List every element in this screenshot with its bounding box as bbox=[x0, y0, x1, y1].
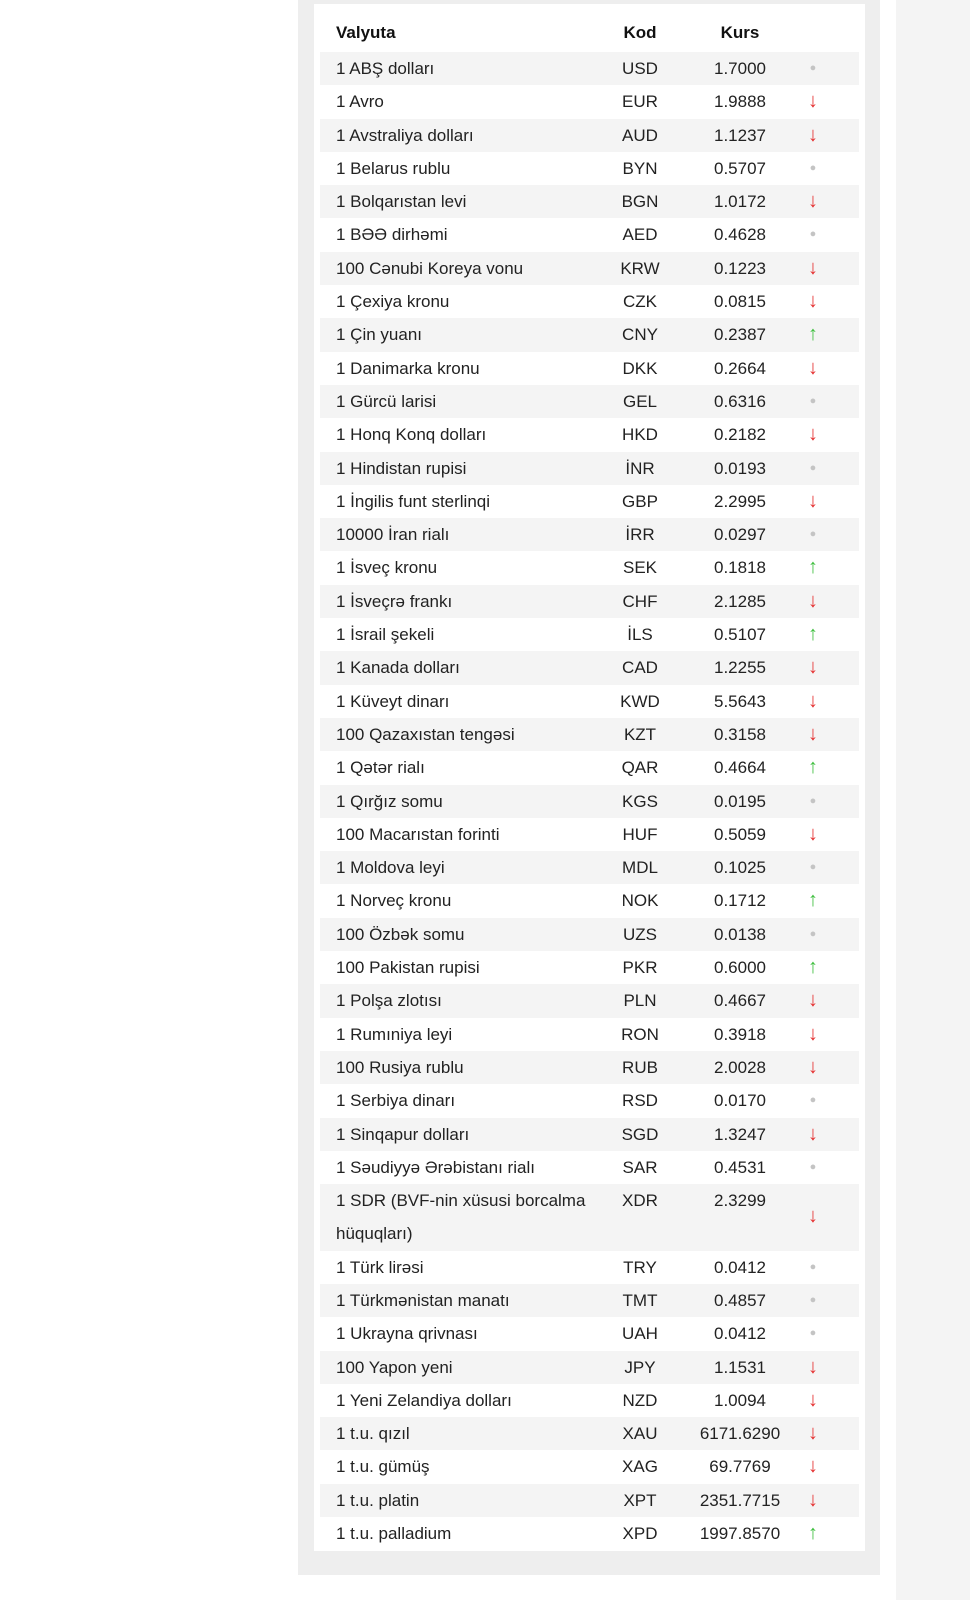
currency-code: HUF bbox=[622, 824, 658, 844]
arrow-up-icon: ↑ bbox=[808, 756, 818, 779]
currency-name: 100 Pakistan rupisi bbox=[336, 958, 480, 978]
table-row bbox=[320, 651, 859, 684]
exchange-rate: 1.7000 bbox=[714, 59, 766, 78]
dot-icon: ● bbox=[809, 461, 817, 474]
currency-name: 1 Serbiya dinarı bbox=[336, 1091, 456, 1111]
exchange-rate: 0.6000 bbox=[714, 958, 766, 978]
exchange-rate: 2.3299 bbox=[714, 1191, 766, 1211]
arrow-down-icon: ↓ bbox=[808, 1488, 818, 1511]
exchange-rate: 0.4664 bbox=[714, 758, 766, 778]
arrow-up-icon: ↑ bbox=[808, 556, 818, 579]
exchange-rate: 0.3918 bbox=[714, 1024, 766, 1044]
arrow-up-icon: ↑ bbox=[808, 1522, 818, 1545]
currency-code: MDL bbox=[622, 858, 658, 878]
currency-name: 1 Səudiyyə Ərəbistanı rialı bbox=[336, 1157, 535, 1177]
currency-code: İRR bbox=[625, 525, 655, 545]
exchange-rate: 0.0195 bbox=[714, 791, 766, 811]
currency-code: HKD bbox=[622, 425, 658, 445]
exchange-rate: 0.4531 bbox=[714, 1157, 766, 1177]
exchange-rate: 0.5707 bbox=[714, 158, 766, 178]
dot-icon: ● bbox=[809, 1327, 817, 1340]
table-row bbox=[320, 218, 859, 251]
currency-code: CNY bbox=[622, 325, 658, 345]
currency-code: GBP bbox=[622, 491, 658, 511]
table-row bbox=[320, 452, 859, 485]
currency-name: 1 Norveç kronu bbox=[336, 891, 452, 911]
currency-code: XPD bbox=[622, 1524, 658, 1544]
currency-code: KWD bbox=[620, 691, 660, 711]
arrow-down-icon: ↓ bbox=[808, 1055, 818, 1078]
header-rate: Kurs bbox=[720, 23, 760, 42]
exchange-rates-card bbox=[314, 4, 865, 1551]
currency-name: 1 Küveyt dinarı bbox=[336, 691, 450, 711]
table-row bbox=[320, 1151, 859, 1184]
arrow-down-icon: ↓ bbox=[808, 1455, 818, 1478]
currency-code: RSD bbox=[622, 1091, 658, 1111]
arrow-down-icon: ↓ bbox=[808, 1022, 818, 1045]
table-row bbox=[320, 685, 859, 718]
currency-code: XDR bbox=[622, 1191, 658, 1211]
table-row bbox=[320, 1351, 859, 1384]
dot-icon: ● bbox=[809, 1094, 817, 1107]
currency-code: PLN bbox=[623, 991, 657, 1011]
table-row bbox=[320, 1417, 859, 1450]
exchange-rate: 0.4857 bbox=[714, 1290, 766, 1310]
currency-name: 1 t.u. qızıl bbox=[336, 1424, 410, 1444]
table-row bbox=[320, 1284, 859, 1317]
table-row bbox=[320, 1317, 859, 1350]
table-row bbox=[320, 52, 859, 85]
currency-code: UZS bbox=[623, 924, 657, 944]
currency-name: 1 Qırğız somu bbox=[336, 791, 443, 811]
exchange-rate: 1997.8570 bbox=[699, 1524, 781, 1544]
currency-name: 1 Çexiya kronu bbox=[336, 292, 450, 312]
currency-name: 1 Avro bbox=[336, 92, 384, 112]
currency-code: CHF bbox=[622, 591, 658, 611]
exchange-rate: 69.7769 bbox=[709, 1457, 771, 1477]
currency-name: 1 Moldova leyi bbox=[336, 858, 445, 878]
exchange-rate: 0.3158 bbox=[714, 724, 766, 744]
currency-name: 1 Sinqapur dolları bbox=[336, 1124, 470, 1144]
currency-name: 1 Honq Konq dolları bbox=[336, 425, 487, 445]
table-row bbox=[320, 718, 859, 751]
arrow-down-icon: ↓ bbox=[808, 1388, 818, 1411]
table-row bbox=[320, 252, 859, 285]
exchange-rate: 1.2255 bbox=[714, 658, 766, 678]
exchange-rate: 2.2995 bbox=[714, 491, 766, 511]
currency-name: 1 İsrail şekeli bbox=[336, 625, 435, 645]
currency-name: 1 Bolqarıstan levi bbox=[336, 192, 467, 212]
arrow-down-icon: ↓ bbox=[808, 589, 818, 612]
right-gutter bbox=[896, 0, 970, 1600]
table-row bbox=[320, 585, 859, 618]
exchange-rate: 1.1531 bbox=[714, 1357, 766, 1377]
currency-code: KGS bbox=[622, 791, 658, 811]
currency-name: 100 Cənubi Koreya vonu bbox=[336, 258, 524, 278]
arrow-down-icon: ↓ bbox=[808, 123, 818, 146]
dot-icon: ● bbox=[809, 1293, 817, 1306]
table-row bbox=[320, 152, 859, 185]
currency-code: UAH bbox=[622, 1324, 658, 1344]
currency-code: RUB bbox=[622, 1057, 658, 1077]
currency-name: 1 Hindistan rupisi bbox=[336, 458, 467, 478]
table-row bbox=[320, 984, 859, 1017]
table-row bbox=[320, 884, 859, 917]
table-row bbox=[320, 618, 859, 651]
currency-code: AUD bbox=[622, 125, 658, 145]
exchange-rate: 0.0193 bbox=[714, 458, 766, 478]
currency-code: NOK bbox=[621, 891, 659, 911]
table-row bbox=[320, 185, 859, 218]
currency-name: 100 Özbək somu bbox=[336, 924, 465, 944]
exchange-rates-table bbox=[320, 14, 859, 1550]
table-row bbox=[320, 285, 859, 318]
currency-code: EUR bbox=[622, 92, 658, 112]
table-row bbox=[320, 352, 859, 385]
arrow-down-icon: ↓ bbox=[808, 489, 818, 512]
exchange-rate: 1.0094 bbox=[714, 1390, 766, 1410]
currency-code: PKR bbox=[622, 958, 658, 978]
table-row bbox=[320, 751, 859, 784]
currency-name: 1 t.u. platin bbox=[336, 1490, 420, 1510]
arrow-down-icon: ↓ bbox=[808, 356, 818, 379]
arrow-down-icon: ↓ bbox=[808, 290, 818, 313]
currency-name: 1 t.u. gümüş bbox=[336, 1457, 430, 1477]
table-row bbox=[320, 418, 859, 451]
currency-name: 1 Gürcü larisi bbox=[336, 391, 437, 411]
currency-name: 1 İsveçrə frankı bbox=[336, 591, 453, 611]
table-row bbox=[320, 1118, 859, 1151]
currency-name: 1 Kanada dolları bbox=[336, 658, 460, 678]
currency-name: 1 İsveç kronu bbox=[336, 558, 438, 578]
exchange-rate: 0.1223 bbox=[714, 258, 766, 278]
table-row bbox=[320, 119, 859, 152]
currency-name: 1 İngilis funt sterlinqi bbox=[336, 491, 491, 511]
dot-icon: ● bbox=[809, 394, 817, 407]
exchange-rate: 6171.6290 bbox=[699, 1424, 781, 1444]
dot-icon: ● bbox=[809, 794, 817, 807]
currency-name: 1 Çin yuanı bbox=[336, 325, 422, 345]
table-row bbox=[320, 785, 859, 818]
currency-name: 1 Yeni Zelandiya dolları bbox=[336, 1390, 512, 1410]
currency-name: 1 Türk lirəsi bbox=[336, 1257, 424, 1277]
table-row bbox=[320, 1051, 859, 1084]
table-row bbox=[320, 1184, 859, 1251]
currency-code: TRY bbox=[623, 1257, 657, 1277]
arrow-up-icon: ↑ bbox=[808, 323, 818, 346]
exchange-rate: 1.1237 bbox=[714, 125, 766, 145]
exchange-rate: 0.4628 bbox=[714, 225, 766, 245]
exchange-rate: 0.0297 bbox=[714, 525, 766, 545]
exchange-rate: 0.5059 bbox=[714, 824, 766, 844]
exchange-rate: 0.1712 bbox=[714, 891, 766, 911]
dot-icon: ● bbox=[809, 1160, 817, 1173]
arrow-down-icon: ↓ bbox=[808, 656, 818, 679]
exchange-rate: 0.0138 bbox=[714, 924, 766, 944]
table-row bbox=[320, 1450, 859, 1483]
arrow-down-icon: ↓ bbox=[808, 1122, 818, 1145]
currency-code: USD bbox=[622, 59, 658, 78]
currency-name: 100 Macarıstan forinti bbox=[336, 824, 500, 844]
table-row bbox=[320, 1517, 859, 1550]
table-row bbox=[320, 318, 859, 351]
table-row bbox=[320, 1018, 859, 1051]
arrow-up-icon: ↑ bbox=[808, 956, 818, 979]
exchange-rate: 1.9888 bbox=[714, 92, 766, 112]
currency-name: 1 SDR (BVF-nin xüsusi borcalma hüquqları) bbox=[336, 1191, 586, 1244]
table-header bbox=[320, 14, 859, 52]
currency-code: QAR bbox=[621, 758, 659, 778]
currency-name: 1 Ukrayna qrivnası bbox=[336, 1324, 478, 1344]
currency-code: AED bbox=[622, 225, 658, 245]
currency-name: 100 Yapon yeni bbox=[336, 1357, 453, 1377]
exchange-rate: 0.6316 bbox=[714, 391, 766, 411]
arrow-down-icon: ↓ bbox=[808, 1355, 818, 1378]
table-row bbox=[320, 485, 859, 518]
table-row bbox=[320, 851, 859, 884]
dot-icon: ● bbox=[809, 861, 817, 874]
arrow-down-icon: ↓ bbox=[808, 1205, 818, 1228]
currency-code: KRW bbox=[620, 258, 660, 278]
arrow-up-icon: ↑ bbox=[808, 889, 818, 912]
exchange-rate: 0.0412 bbox=[714, 1324, 766, 1344]
exchange-rate: 0.0412 bbox=[714, 1257, 766, 1277]
currency-code: İNR bbox=[625, 458, 655, 478]
dot-icon: ● bbox=[809, 161, 817, 174]
arrow-down-icon: ↓ bbox=[808, 190, 818, 213]
table-row bbox=[320, 818, 859, 851]
table-row bbox=[320, 551, 859, 584]
exchange-rate: 0.5107 bbox=[714, 625, 766, 645]
header-code: Kod bbox=[623, 23, 657, 42]
currency-name: 1 Avstraliya dolları bbox=[336, 125, 474, 145]
arrow-down-icon: ↓ bbox=[808, 722, 818, 745]
currency-code: XAU bbox=[622, 1424, 658, 1444]
exchange-rate: 0.1818 bbox=[714, 558, 766, 578]
arrow-down-icon: ↓ bbox=[808, 989, 818, 1012]
exchange-rate: 1.0172 bbox=[714, 192, 766, 212]
currency-code: SGD bbox=[621, 1124, 659, 1144]
currency-name: 10000 İran rialı bbox=[336, 525, 450, 545]
currency-code: BGN bbox=[621, 192, 659, 212]
currency-code: SAR bbox=[622, 1157, 658, 1177]
arrow-up-icon: ↑ bbox=[808, 623, 818, 646]
dot-icon: ● bbox=[809, 62, 817, 74]
currency-name: 100 Qazaxıstan tengəsi bbox=[336, 724, 515, 744]
arrow-down-icon: ↓ bbox=[808, 423, 818, 446]
currency-name: 1 Türkmənistan manatı bbox=[336, 1290, 510, 1310]
exchange-rate: 2351.7715 bbox=[699, 1490, 781, 1510]
currency-name: 100 Rusiya rublu bbox=[336, 1057, 464, 1077]
exchange-rate: 5.5643 bbox=[714, 691, 766, 711]
table-row bbox=[320, 951, 859, 984]
currency-name: 1 t.u. palladium bbox=[336, 1524, 452, 1544]
exchange-rate: 0.2387 bbox=[714, 325, 766, 345]
exchange-rate: 0.2664 bbox=[714, 358, 766, 378]
arrow-down-icon: ↓ bbox=[808, 90, 818, 113]
currency-code: RON bbox=[621, 1024, 659, 1044]
exchange-rate: 0.0170 bbox=[714, 1091, 766, 1111]
currency-name: 1 BƏƏ dirhəmi bbox=[336, 225, 448, 245]
table-row bbox=[320, 1251, 859, 1284]
dot-icon: ● bbox=[809, 927, 817, 940]
currency-code: JPY bbox=[624, 1357, 656, 1377]
exchange-rate: 0.2182 bbox=[714, 425, 766, 445]
currency-code: TMT bbox=[622, 1290, 658, 1310]
exchange-rate: 0.0815 bbox=[714, 292, 766, 312]
dot-icon: ● bbox=[809, 1260, 817, 1273]
arrow-down-icon: ↓ bbox=[808, 689, 818, 712]
currency-code: İLS bbox=[627, 625, 653, 645]
table-row bbox=[320, 1484, 859, 1517]
table-row bbox=[320, 1384, 859, 1417]
currency-code: DKK bbox=[622, 358, 658, 378]
currency-code: CAD bbox=[622, 658, 658, 678]
arrow-down-icon: ↓ bbox=[808, 256, 818, 279]
currency-name: 1 Danimarka kronu bbox=[336, 358, 480, 378]
currency-code: NZD bbox=[622, 1390, 658, 1410]
dot-icon: ● bbox=[809, 528, 817, 541]
header-currency: Valyuta bbox=[336, 23, 396, 42]
table-row bbox=[320, 1084, 859, 1117]
table-row bbox=[320, 518, 859, 551]
arrow-down-icon: ↓ bbox=[808, 1422, 818, 1445]
table-row bbox=[320, 85, 859, 118]
currency-code: SEK bbox=[622, 558, 658, 578]
table-row bbox=[320, 385, 859, 418]
currency-code: XAG bbox=[622, 1457, 658, 1477]
currency-code: BYN bbox=[622, 158, 658, 178]
exchange-rate: 0.4667 bbox=[714, 991, 766, 1011]
currency-code: XPT bbox=[623, 1490, 657, 1510]
currency-name: 1 Rumıniya leyi bbox=[336, 1024, 453, 1044]
dot-icon: ● bbox=[809, 228, 817, 241]
exchange-rate: 2.1285 bbox=[714, 591, 766, 611]
currency-code: KZT bbox=[623, 724, 657, 744]
currency-name: 1 Qətər rialı bbox=[336, 758, 425, 778]
currency-name: 1 ABŞ dolları bbox=[336, 59, 435, 78]
exchange-rate: 1.3247 bbox=[714, 1124, 766, 1144]
currency-name: 1 Belarus rublu bbox=[336, 158, 451, 178]
arrow-down-icon: ↓ bbox=[808, 822, 818, 845]
currency-name: 1 Polşa zlotısı bbox=[336, 991, 442, 1011]
currency-code: GEL bbox=[622, 391, 658, 411]
currency-code: CZK bbox=[623, 292, 657, 312]
exchange-rate: 2.0028 bbox=[714, 1057, 766, 1077]
table-row bbox=[320, 918, 859, 951]
exchange-rate: 0.1025 bbox=[714, 858, 766, 878]
